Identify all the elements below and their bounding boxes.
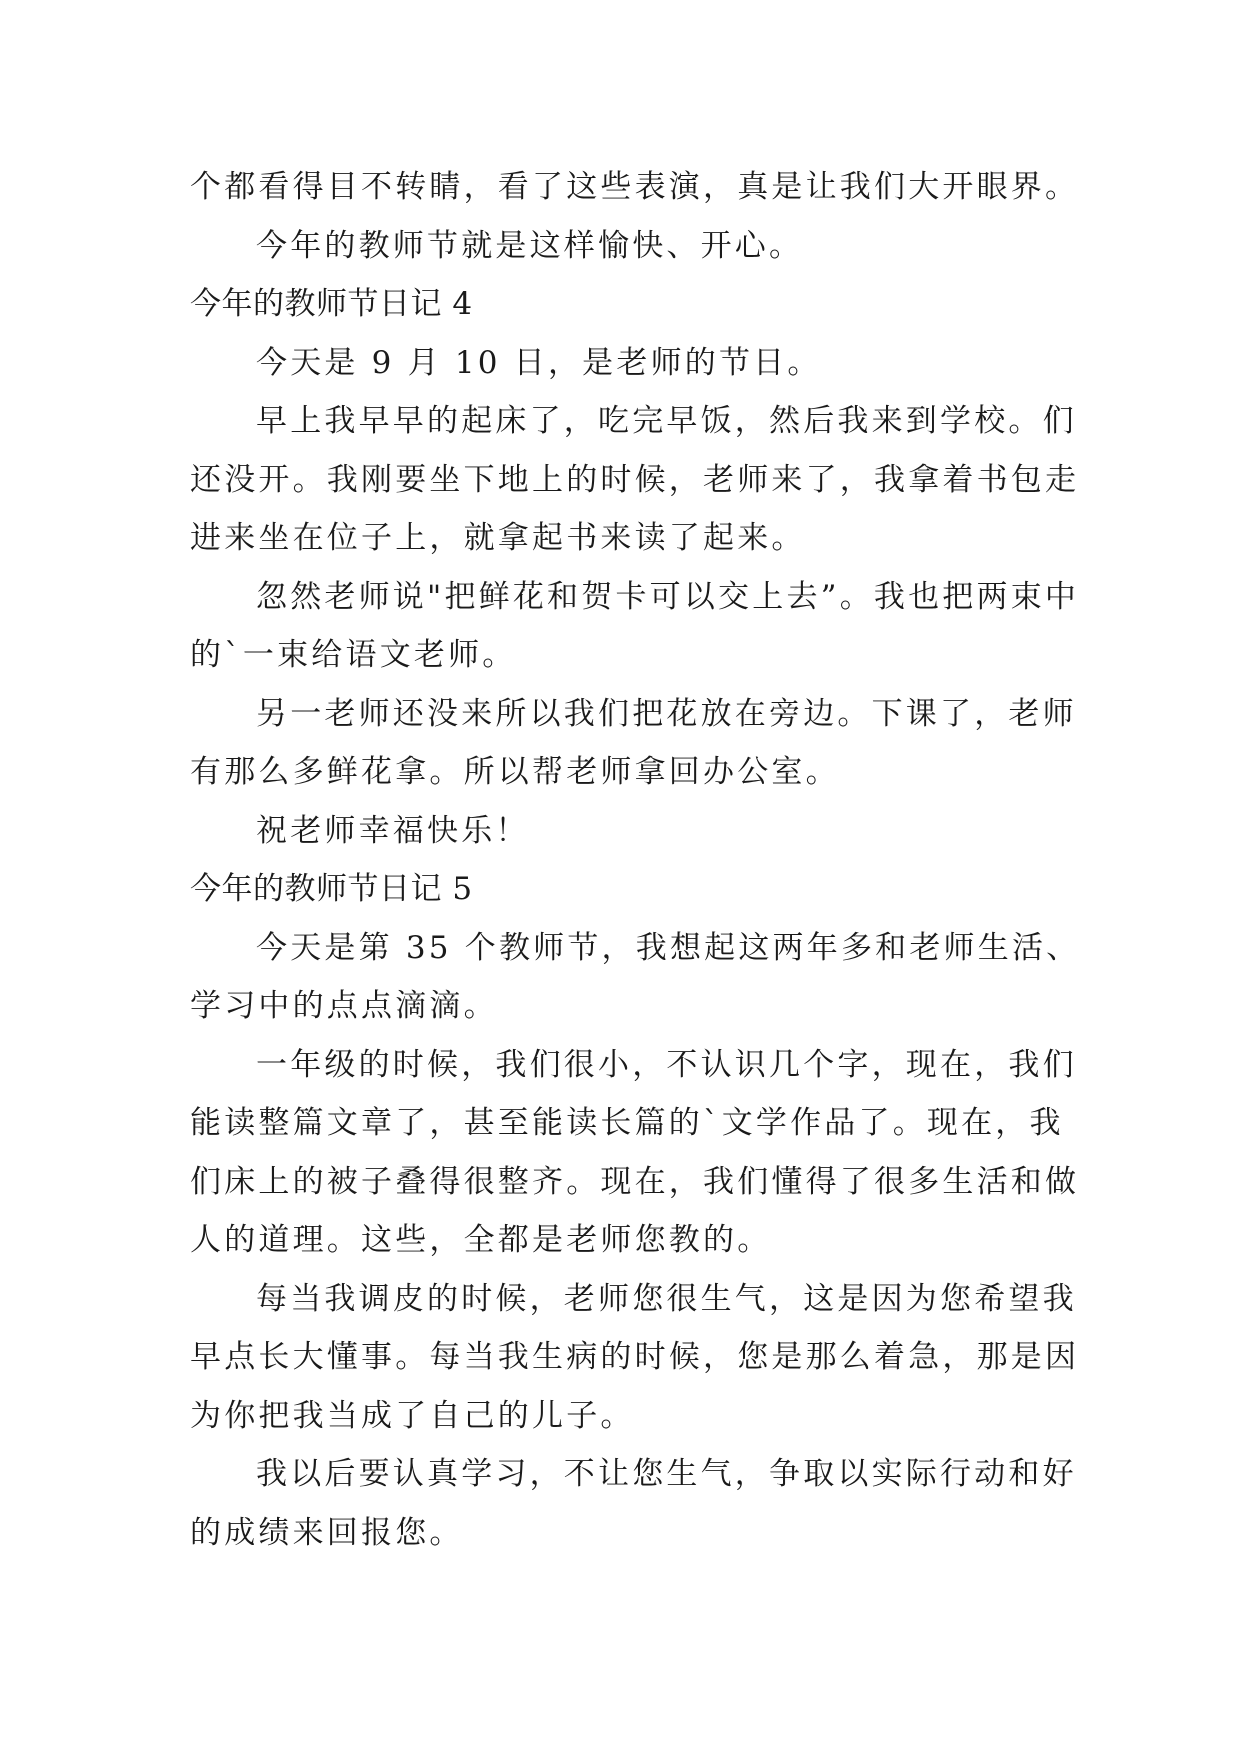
- text-line: 进来坐在位子上，就拿起书来读了起来。: [190, 520, 806, 556]
- text-line: 今年的教师节就是这样愉快、开心。: [256, 227, 804, 264]
- text-line: 早点长大懂事。每当我生病的时候，您是那么着急，那是因: [190, 1339, 1080, 1375]
- text-line: 我以后要认真学习，不让您生气，争取以实际行动和好: [256, 1456, 1077, 1492]
- text-line: 的成绩来回报您。: [190, 1514, 464, 1551]
- text-line: 另一老师还没来所以我们把花放在旁边。下课了，老师: [256, 695, 1077, 732]
- document-page: [190, 158, 1081, 1562]
- text-line: 一年级的时候，我们很小，不认识几个字，现在，我们: [256, 1046, 1077, 1083]
- text-line: 人的道理。这些，全都是老师您教的。: [190, 1222, 772, 1258]
- text-line: 早上我早早的起床了，吃完早饭，然后我来到学校。们: [256, 403, 1077, 439]
- text-line: 忽然老师说"把鲜花和贺卡可以交上去”。我也把两束中: [256, 578, 1080, 615]
- text-line: 能读整篇文章了，甚至能读长篇的`文学作品了。现在，我: [190, 1105, 1064, 1141]
- section-heading: 今年的教师节日记 4: [190, 286, 473, 322]
- text-line: 为你把我当成了自己的儿子。: [190, 1397, 635, 1434]
- text-line: 个都看得目不转睛，看了这些表演，真是让我们大开眼界。: [190, 169, 1080, 205]
- text-line: 祝老师幸福快乐！: [256, 812, 530, 849]
- text-line: 有那么多鲜花拿。所以帮老师拿回办公室。: [190, 754, 840, 790]
- text-line: 还没开。我刚要坐下地上的时候，老师来了，我拿着书包走: [190, 461, 1080, 498]
- text-line: 学习中的点点滴滴。: [190, 988, 498, 1024]
- text-line: 每当我调皮的时候，老师您很生气，这是因为您希望我: [256, 1280, 1077, 1317]
- text-line: 们床上的被子叠得很整齐。现在，我们懂得了很多生活和做: [190, 1163, 1080, 1200]
- text-line: 今天是 9 月 10 日，是老师的节日。: [256, 344, 822, 381]
- text-line: 今天是第 35 个教师节，我想起这两年多和老师生活、: [256, 929, 1081, 966]
- section-heading: 今年的教师节日记 5: [190, 871, 473, 907]
- text-line: 的`一束给语文老师。: [190, 637, 517, 673]
